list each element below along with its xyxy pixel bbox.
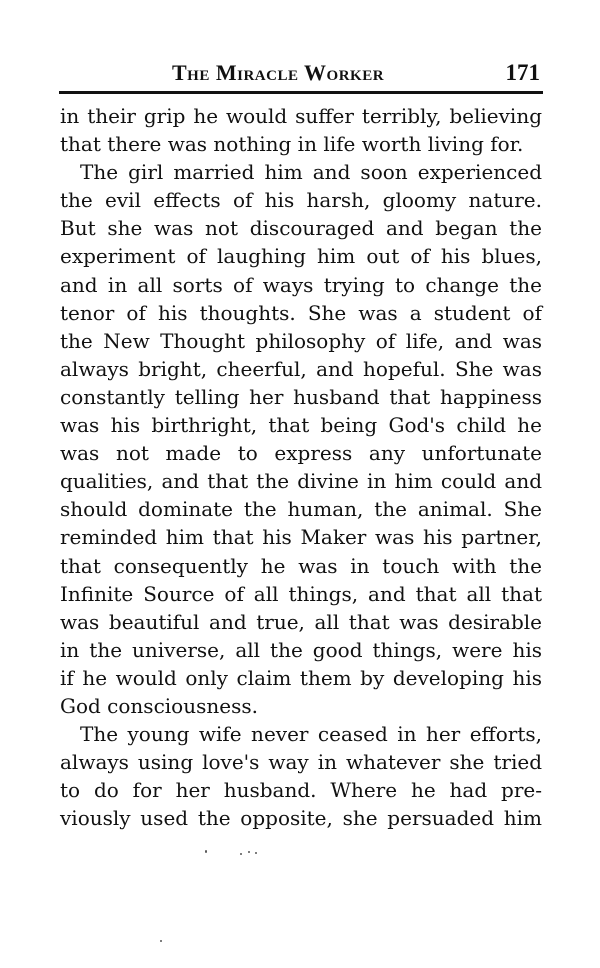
speck bbox=[248, 851, 250, 853]
text-line: Infinite Source of all things, and that all that bbox=[60, 581, 542, 606]
text-line: the evil effects of his harsh, gloomy nature. bbox=[60, 188, 542, 213]
running-head bbox=[60, 56, 542, 90]
text-line: qualities, and that the divine in him could and bbox=[60, 469, 542, 494]
text-line: was beautiful and true, all that was desirable bbox=[60, 609, 542, 634]
text-line: to do for her husband. Where he had pre- bbox=[60, 778, 542, 803]
speck bbox=[160, 940, 162, 942]
text-line: viously used the opposite, she persuaded him bbox=[60, 806, 542, 831]
text-line: always bright, cheerful, and hopeful. She was bbox=[60, 356, 542, 381]
text-line: always using love's way in whatever she tried bbox=[60, 750, 542, 775]
header-rule bbox=[59, 91, 543, 94]
text-line: constantly telling her husband that happiness bbox=[60, 384, 542, 409]
text-line: that there was nothing in life worth living for. bbox=[60, 132, 524, 157]
speck bbox=[240, 853, 242, 855]
text-line: the New Thought philosophy of life, and was bbox=[60, 328, 542, 353]
text-line: But she was not discouraged and began the bbox=[60, 216, 542, 241]
text-line: if he would only claim them by developing his bbox=[60, 665, 542, 690]
text-line: and in all sorts of ways trying to change the bbox=[60, 272, 542, 297]
text-line: reminded him that his Maker was his partner, bbox=[60, 525, 542, 550]
body-text bbox=[60, 102, 542, 832]
text-line: was not made to express any unfortunate bbox=[60, 441, 542, 466]
text-line: experiment of laughing him out of his blues, bbox=[60, 244, 542, 269]
text-line: God consciousness. bbox=[60, 693, 258, 718]
text-line: in the universe, all the good things, were his bbox=[60, 637, 542, 662]
text-line: in their grip he would suffer terribly, believing bbox=[60, 104, 542, 128]
text-line: should dominate the human, the animal. She bbox=[60, 497, 542, 522]
running-head-title: The Miracle Worker bbox=[172, 60, 385, 85]
text-line: tenor of his thoughts. She was a student of bbox=[60, 300, 542, 325]
page-number: 171 bbox=[505, 60, 540, 85]
text-line: that consequently he was in touch with the bbox=[60, 553, 542, 578]
text-line: The young wife never ceased in her efforts, bbox=[80, 722, 542, 747]
speck bbox=[255, 852, 257, 854]
text-line: The girl married him and soon experienced bbox=[80, 160, 542, 185]
text-line: was his birthright, that being God's child he bbox=[60, 413, 542, 438]
speck bbox=[205, 850, 207, 853]
